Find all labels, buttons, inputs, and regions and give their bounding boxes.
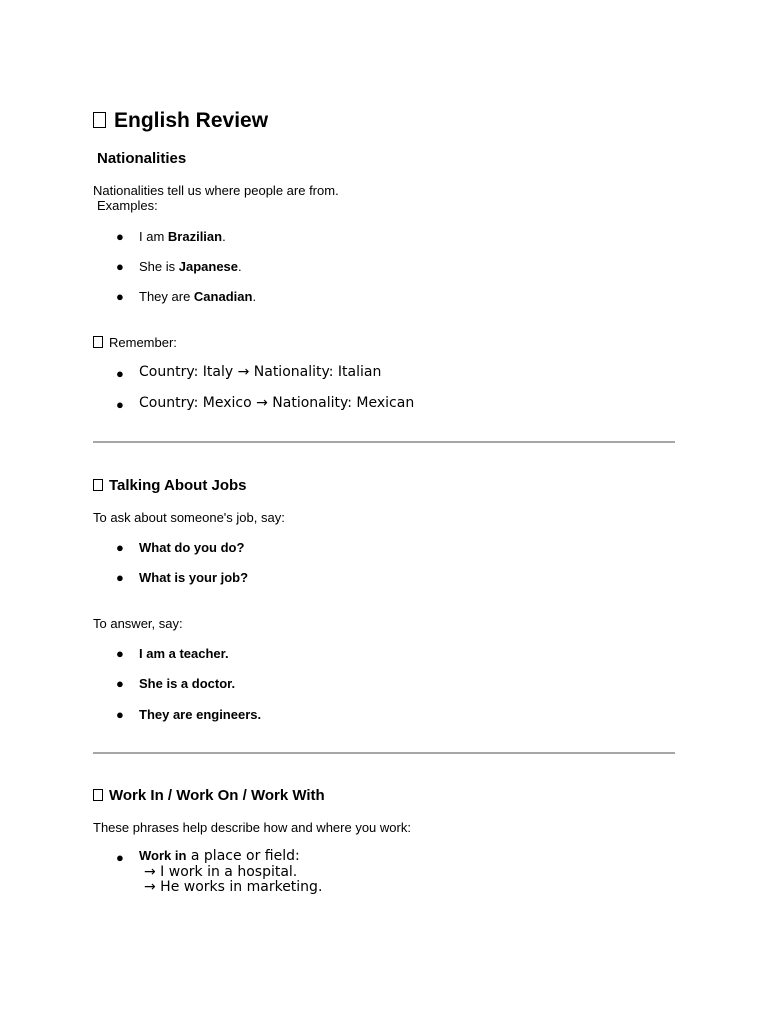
list-item: What is your job? <box>139 570 249 585</box>
bullet-icon: ● <box>116 676 124 691</box>
work-intro: These phrases help describe how and where you work: <box>93 820 411 835</box>
examples-label: Examples: <box>97 198 158 213</box>
list-item: They are engineers. <box>139 707 262 722</box>
list-item: Work in a place or field: <box>139 848 300 864</box>
bullet-icon: ● <box>116 850 124 865</box>
nationalities-intro: Nationalities tell us where people are from. <box>93 183 339 198</box>
bullet-icon: ● <box>116 289 124 304</box>
missing-glyph-icon <box>93 112 106 128</box>
bullet-icon: ● <box>116 540 124 555</box>
missing-glyph-icon <box>93 479 103 491</box>
list-item: Country: Mexico → Nationality: Mexican <box>139 395 415 411</box>
bullet-icon: ● <box>116 229 124 244</box>
page-title <box>93 109 268 133</box>
bullet-icon: ● <box>116 366 124 381</box>
section-heading-nationalities: Nationalities <box>97 150 187 167</box>
list-item: I am a teacher. <box>139 646 229 661</box>
section-heading-jobs: Talking About Jobs <box>93 477 247 494</box>
remember-label: Remember: <box>93 335 177 350</box>
bullet-icon: ● <box>116 397 124 412</box>
example-line: → I work in a hospital. <box>144 864 298 880</box>
list-item: She is Japanese. <box>139 259 242 274</box>
bullet-icon: ● <box>116 570 124 585</box>
divider <box>93 441 675 443</box>
jobs-answer-intro: To answer, say: <box>93 616 183 631</box>
jobs-ask-intro: To ask about someone's job, say: <box>93 510 285 525</box>
missing-glyph-icon <box>93 336 103 348</box>
list-item: She is a doctor. <box>139 676 236 691</box>
divider <box>93 752 675 754</box>
bullet-icon: ● <box>116 707 124 722</box>
bullet-icon: ● <box>116 259 124 274</box>
missing-glyph-icon <box>93 789 103 801</box>
list-item: What do you do? <box>139 540 245 555</box>
list-item: They are Canadian. <box>139 289 257 304</box>
list-item: Country: Italy → Nationality: Italian <box>139 364 382 380</box>
example-line: → He works in marketing. <box>144 879 323 895</box>
title-text: English Review <box>114 109 269 132</box>
list-item: I am Brazilian. <box>139 229 226 244</box>
section-heading-work-prepositions: Work In / Work On / Work With <box>93 787 325 804</box>
bullet-icon: ● <box>116 646 124 661</box>
